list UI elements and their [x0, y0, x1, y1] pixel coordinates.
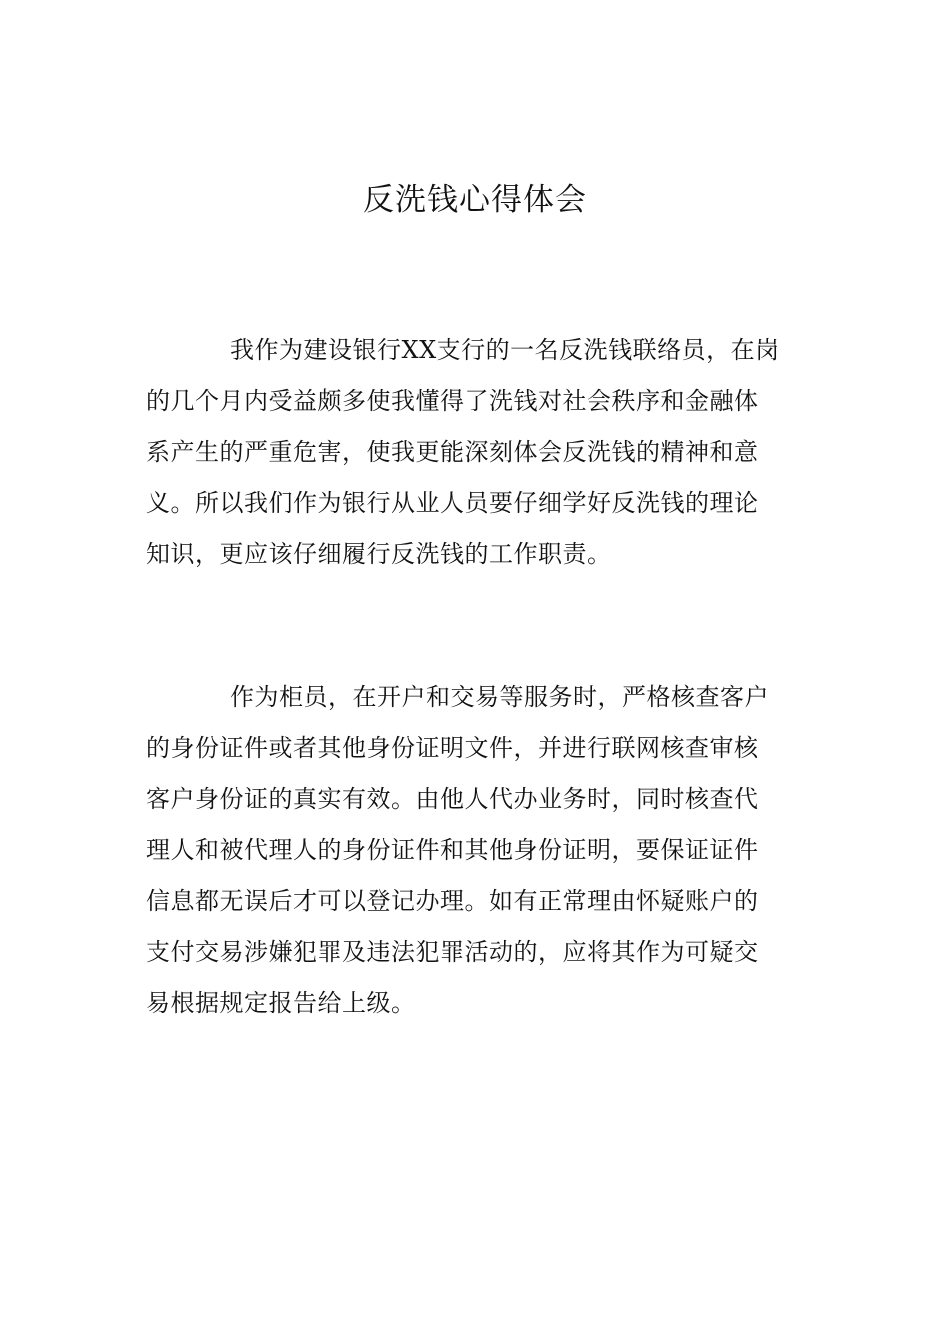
paragraph-line: 知识，更应该仔细履行反洗钱的工作职责。: [146, 540, 612, 568]
paragraph-line: 理人和被代理人的身份证件和其他身份证明，要保证证件: [146, 836, 759, 864]
document-title: 反洗钱心得体会: [363, 182, 587, 218]
paragraph-line: 作为柜员，在开户和交易等服务时，严格核查客户: [230, 683, 769, 711]
body-paragraph-2: [146, 672, 806, 1029]
paragraph-line: 易根据规定报告给上级。: [146, 989, 416, 1017]
paragraph-line: 信息都无误后才可以登记办理。如有正常理由怀疑账户的: [146, 887, 759, 915]
body-paragraph-1: [146, 325, 806, 580]
paragraph-line: 的几个月内受益颇多使我懂得了洗钱对社会秩序和金融体: [146, 387, 759, 415]
paragraph-line: 支付交易涉嫌犯罪及违法犯罪活动的，应将其作为可疑交: [146, 938, 759, 966]
paragraph-line: 客户身份证的真实有效。由他人代办业务时，同时核查代: [146, 785, 759, 813]
paragraph-line: 义。所以我们作为银行从业人员要仔细学好反洗钱的理论: [146, 489, 759, 517]
paragraph-line: 系产生的严重危害，使我更能深刻体会反洗钱的精神和意: [146, 438, 759, 466]
paragraph-line: 的身份证件或者其他身份证明文件，并进行联网核查审核: [146, 734, 759, 762]
paragraph-line: 我作为建设银行XX支行的一名反洗钱联络员，在岗: [230, 336, 780, 364]
